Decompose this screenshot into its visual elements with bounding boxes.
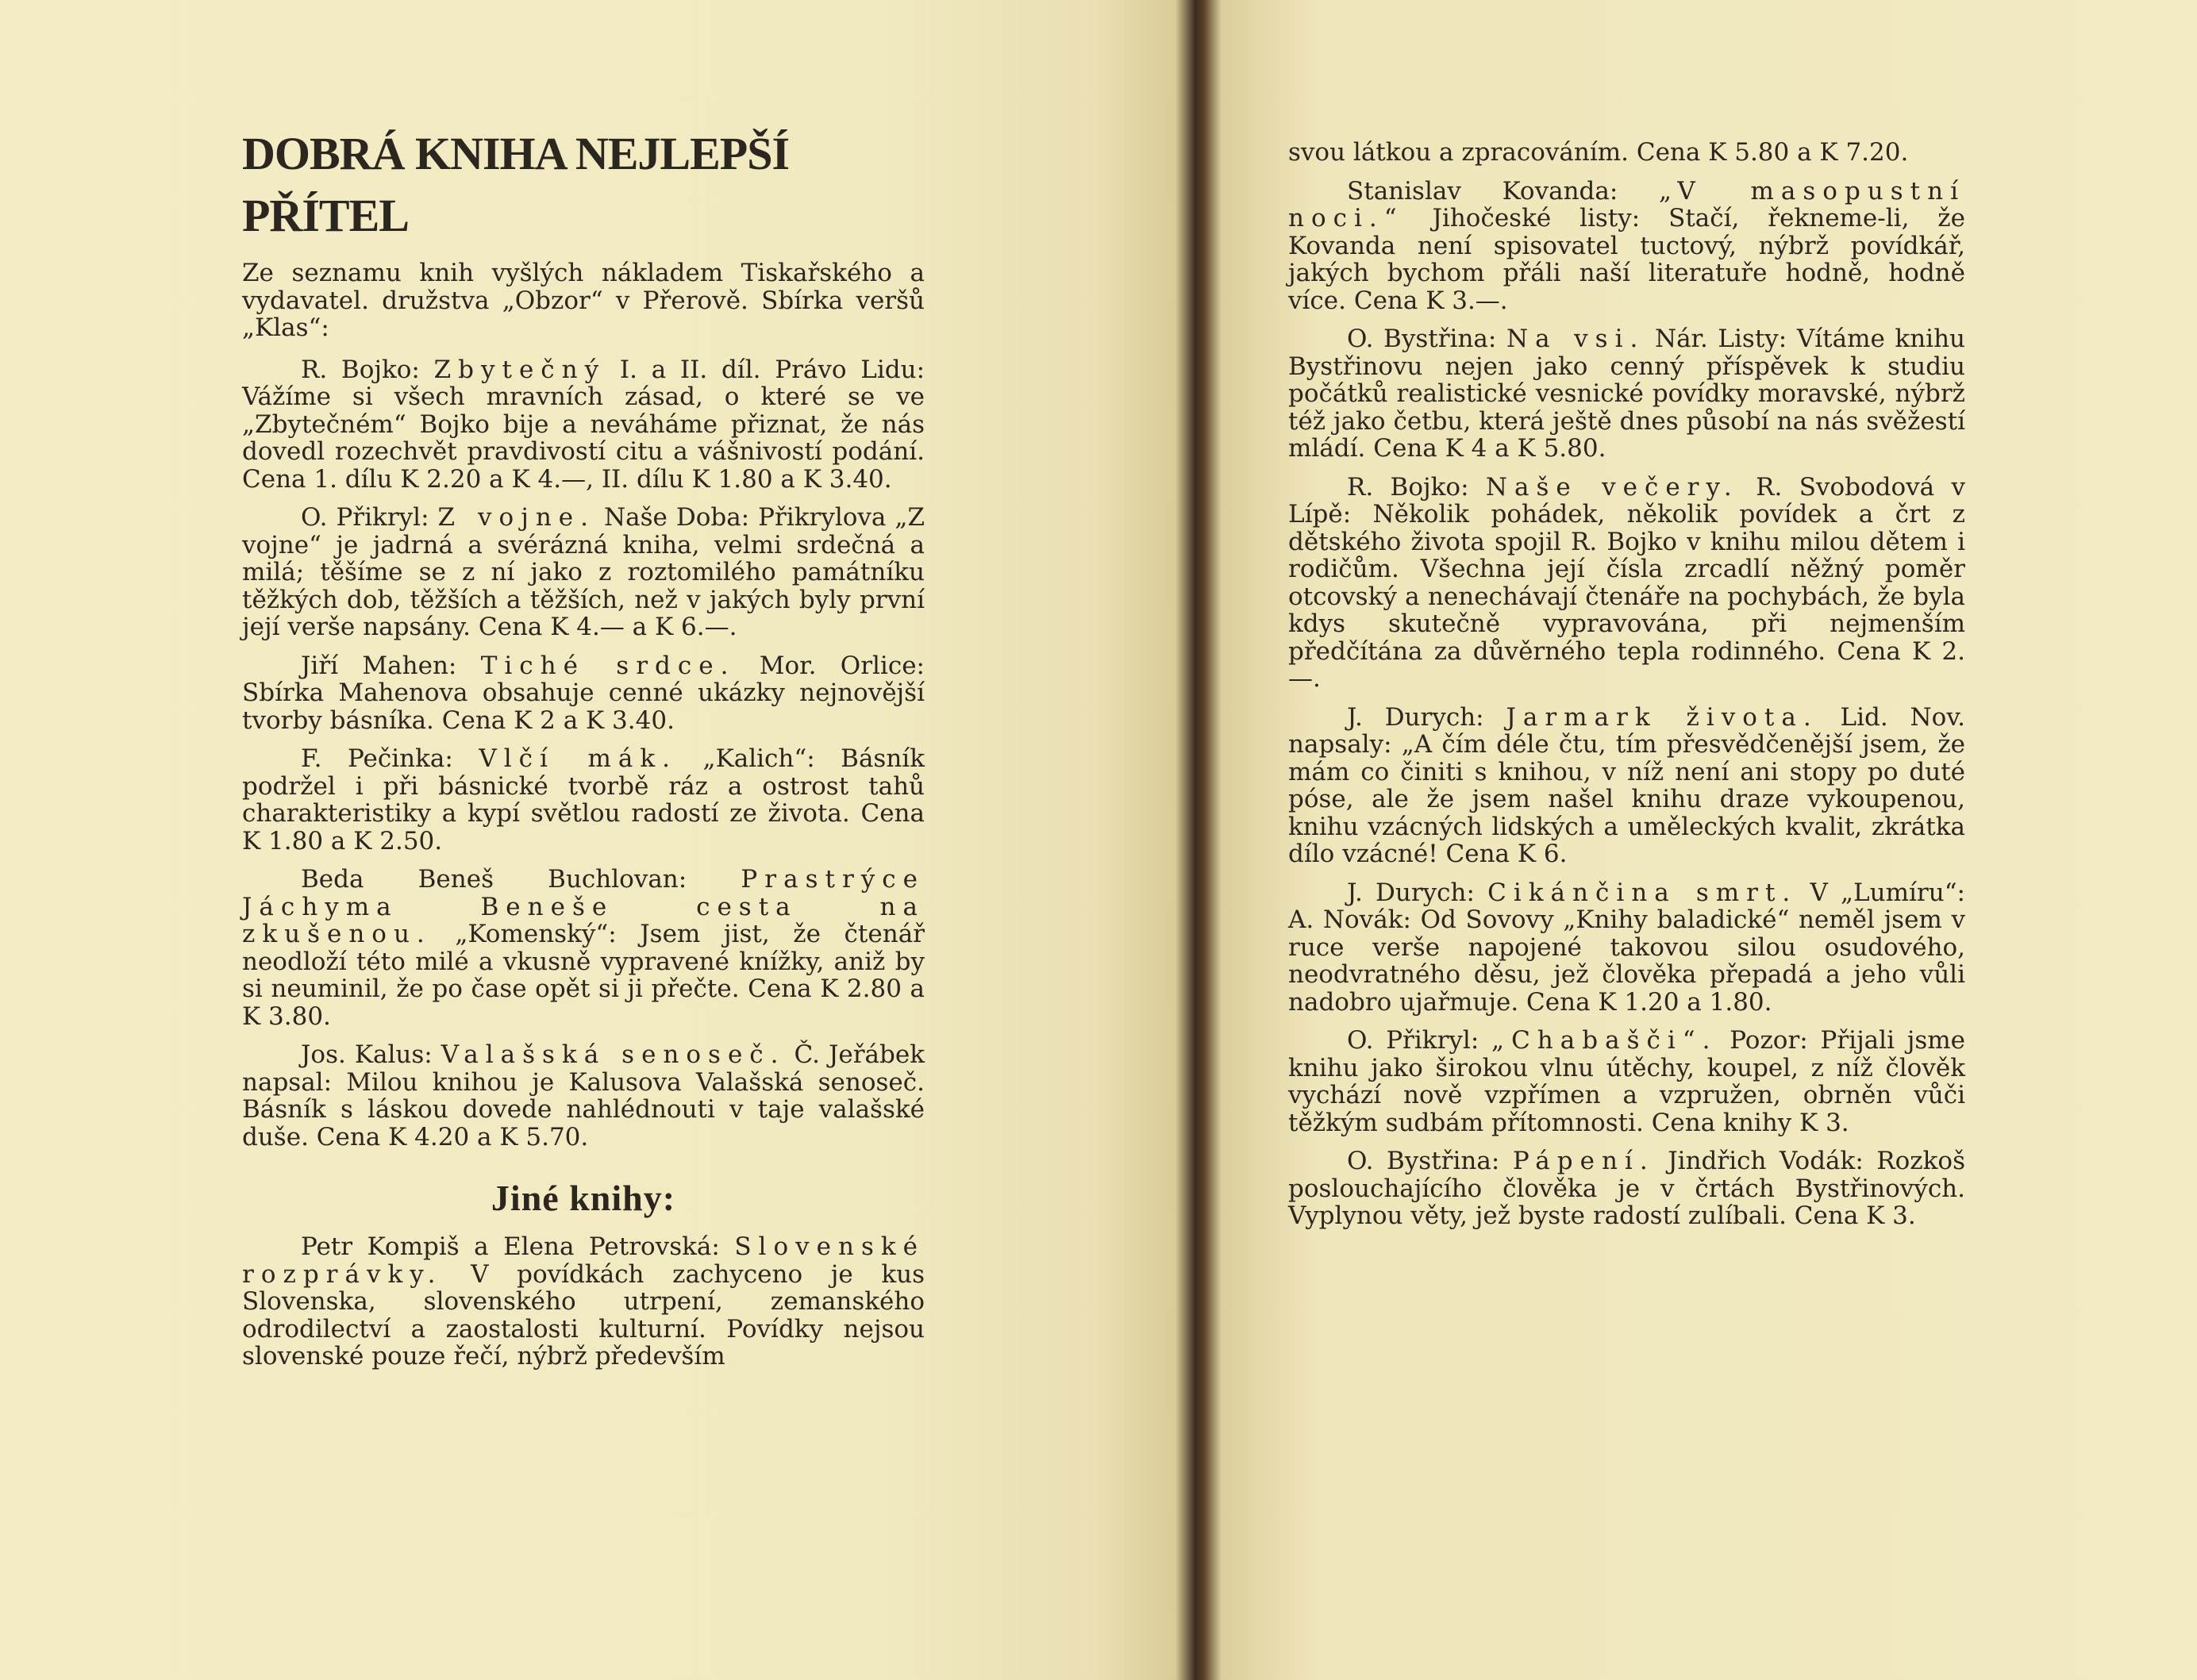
book-entry: [1288, 325, 1965, 463]
entry-title: Na vsi.: [1506, 325, 1645, 353]
entry-title: „V masopustní noci.“: [1288, 176, 1965, 233]
book-entry: [1288, 178, 1965, 315]
book-entry: [242, 504, 925, 641]
entry-title: Z vojne.: [437, 503, 595, 532]
entry-title: Tiché srdce.: [480, 651, 736, 680]
entry-author: R. Bojko:: [1347, 472, 1469, 502]
entry-title: Pápení.: [1512, 1147, 1655, 1175]
entry-author: Jiří Mahen:: [301, 651, 457, 680]
book-entry: [242, 745, 925, 855]
entry-author: Petr Kompiš a Elena Petrovská:: [301, 1232, 720, 1261]
entry-author: Stanislav Kovanda:: [1347, 176, 1618, 206]
entry-author: Beda Beneš Buchlovan:: [301, 865, 687, 894]
entry-author: Jos. Kalus:: [301, 1040, 433, 1069]
page-heading: DOBRÁ KNIHA NEJLEPŠÍ PŘÍTEL: [242, 128, 790, 241]
continuation-paragraph: svou látkou a zpracováním. Cena K 5.80 a K 7.20.: [1288, 138, 1909, 167]
entry-text: Naše Doba: Přikrylova „Z vojne“ je jadrná a svérázná kniha, velmi srdečná a milá; těšíme se z ní jako z roztomilého památníku těžkých dob, těžších a těžších, než v jakých byly první její verše napsány. Cena K 4.— a K 6.—.: [242, 503, 925, 641]
book-entry: [1288, 474, 1965, 693]
entry-text: Lid. Nov. napsaly: „A čím déle čtu, tím přesvědčenější jsem, že mám co činiti s knihou, v níž není ani stopy po duté póse, ale že jsem našel knihu draze vykoupenou, knihu vzácných lidských a uměleckých kvalit, zkrátka dílo vzácné! Cena K 6.: [1288, 702, 1966, 868]
entry-author: R. Bojko:: [301, 355, 420, 384]
entry-title: Cikánčina smrt.: [1487, 878, 1798, 907]
entry-author: O. Přikryl:: [1347, 1026, 1479, 1055]
book-entry: [1288, 704, 1965, 868]
book-entry: [1288, 1148, 1965, 1230]
book-entry: [242, 1233, 925, 1371]
book-entry: [242, 1041, 925, 1151]
entry-title: Prastrýce Jáchyma Beneše cesta na zkušenou.: [242, 865, 925, 948]
entry-text: Mor. Orlice: Sbírka Mahenova obsahuje cenné ukázky nejnovější tvorby básníka. Cena K 2 a K 3.40.: [242, 651, 925, 735]
entry-text: V povídkách zachyceno je kus Slovenska, slovenského utrpení, zemanského odrodilectví a zaostalosti kulturní. Povídky nejsou slovenské pouze řečí, nýbrž především: [242, 1259, 925, 1371]
right-page: [1214, 0, 2197, 1680]
entry-text: I. a II. díl. Právo Lidu: Vážíme si všech mravních zásad, o které se ve „Zbytečném“ Bojko bije a neváháme přiznat, že nás dovedl rozechvět pravdivostí citu a vášnivostí podání. Cena 1. dílu K 2.20 a K 4.—, II. dílu K 1.80 a K 3.40.: [242, 355, 925, 494]
entry-text: Jindřich Vodák: Rozkoš poslouchajícího člověka je v črtách Bystřinových. Vyplynou věty, jež byste radostí zulíbali. Cena K 3.: [1288, 1147, 1965, 1230]
left-column: [242, 123, 925, 1371]
entry-text: V „Lumíru“: A. Novák: Od Sovovy „Knihy baladické“ neměl jsem v ruce verše napojené takovou silou osudového, neodvratného děsu, jež člověka přepadá a jeho vůli nadobro ujařmuje. Cena K 1.20 a 1.80.: [1288, 878, 1965, 1017]
entry-author: O. Bystřina:: [1347, 1147, 1500, 1175]
entry-title: Jarmark života.: [1506, 702, 1818, 732]
entry-title: „Chabašči“.: [1491, 1026, 1718, 1055]
book-entry: [1288, 879, 1965, 1017]
entry-author: J. Durych:: [1347, 702, 1484, 732]
section-subheading: Jiné knihy:: [491, 1178, 676, 1218]
entry-text: Pozor: Přijali jsme knihu jako širokou vlnu útěchy, koupel, z níž člověk vychází nově vzpřímen a vzpružen, obrněn vůči těžkým sudbám přítomnosti. Cena knihy K 3.: [1288, 1026, 1965, 1137]
entry-text: Nár. Listy: Vítáme knihu Bystřinovu nejen jako cenný příspěvek k studiu počátků realistické vesnické povídky moravské, nýbrž též jako četbu, která ještě dnes působí na nás svěžestí mládí. Cena K 4 a K 5.80.: [1288, 325, 1966, 463]
right-column: [1288, 139, 1965, 1230]
entry-title: Naše večery.: [1485, 472, 1739, 502]
continued-text: [1288, 139, 1965, 167]
entry-author: F. Pečinka:: [301, 744, 453, 773]
book-entry: [242, 356, 925, 494]
entry-text: „Kalich“: Básník podržel i při básnické tvorbě ráz a ostrost tahů charakteristiky a kypí světlou radostí ze života. Cena K 1.80 a K 2.50.: [242, 744, 925, 855]
book-entry: [1288, 1027, 1965, 1136]
entry-author: J. Durych:: [1347, 878, 1475, 907]
entry-text: Č. Jeřábek napsal: Milou knihou je Kalusova Valašská senoseč. Básník s láskou dovede nahlédnouti v taje valašské duše. Cena K 4.20 a K 5.70.: [242, 1040, 925, 1151]
entry-title: Slovenské rozprávky.: [242, 1232, 925, 1289]
intro-paragraph: Ze seznamu knih vyšlých nákladem Tiskařského a vydavatel. družstva „Obzor“ v Přerově. Sbírka veršů „Klas“:: [242, 259, 925, 342]
entry-author: O. Bystřina:: [1347, 325, 1497, 353]
entry-title: Valašská senoseč.: [441, 1040, 786, 1069]
entry-author: O. Přikryl:: [301, 503, 429, 532]
entry-text: Jihočeské listy: Stačí, řekneme-li, že Kovanda není spisovatel tuctový, nýbrž povídkář, jakých bychom přáli naší literatuře hodně, hodně více. Cena K 3.—.: [1288, 204, 1965, 315]
book-entry: [242, 652, 925, 735]
entry-text: „Komenský“: Jsem jist, že čtenář neodloží této milé a vkusně vypravené knížky, aniž by si neuminil, že po čase opět si ji přečte. Cena K 2.80 a K 3.80.: [242, 920, 925, 1031]
entry-title: Zbytečný: [433, 355, 606, 384]
entry-title: Vlčí mák.: [479, 744, 677, 773]
entry-text: R. Svobodová v Lípě: Několik pohádek, několik povídek a črt z dětského života spojil R. Bojko v knihu milou dětem i rodičům. Všechna její čísla zrcadlí něžný poměr otcovský a nenechávají čtenáře na pochybách, že byla kdys skutečně vypravována, při nejmenším předčítána za důvěrného tepla rodinného. Cena K 2.—.: [1288, 472, 1965, 693]
book-entry: [242, 866, 925, 1030]
